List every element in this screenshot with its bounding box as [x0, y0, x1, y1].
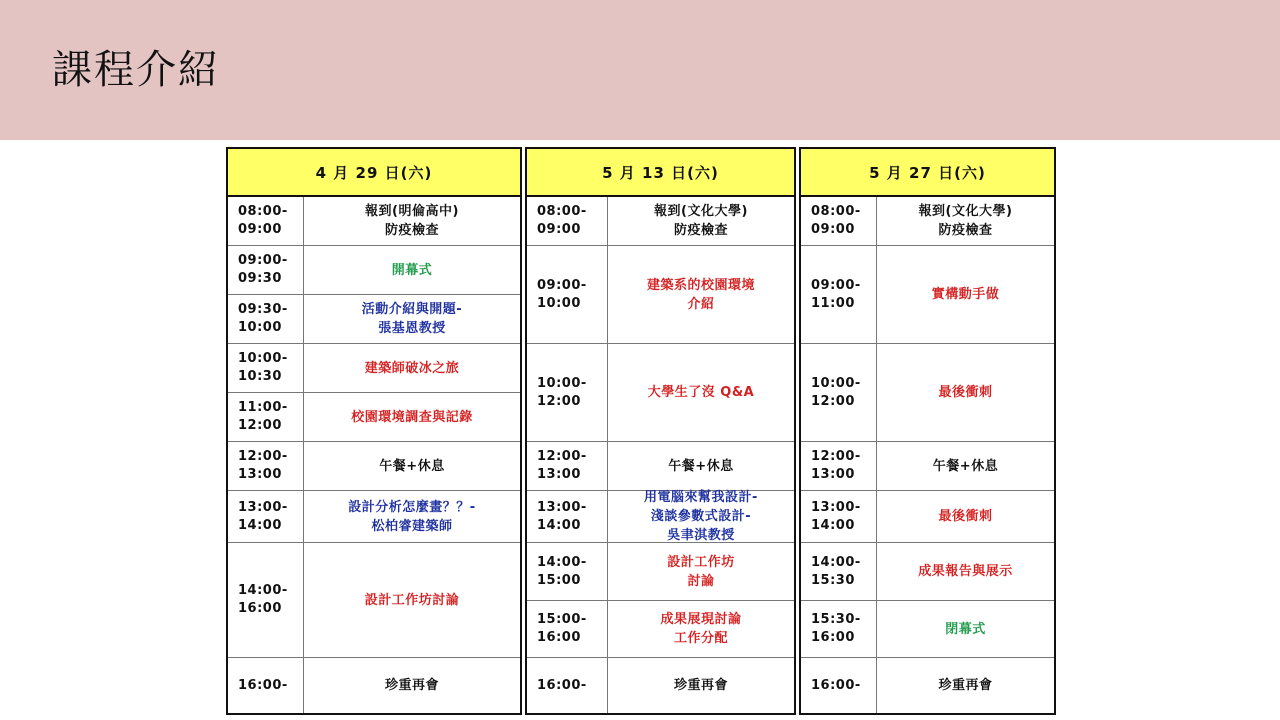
activity-line: 吳聿淇教授	[667, 528, 735, 543]
time-line: 15:00-	[537, 612, 587, 627]
activity-line: 討論	[687, 573, 715, 589]
activity-cell	[877, 658, 1054, 713]
schedule-row	[527, 658, 794, 713]
time-line: 08:00-	[537, 204, 587, 219]
time-cell	[801, 491, 877, 542]
schedule-row	[228, 197, 520, 246]
schedule-row	[801, 658, 1054, 713]
activity-cell	[877, 601, 1054, 657]
activity-line: 實構動手做	[931, 287, 1000, 302]
time-line: 16:00-	[537, 677, 587, 693]
schedule-row	[228, 442, 520, 491]
activity-line: 午餐+休息	[668, 458, 734, 474]
time-line: 09:00	[238, 222, 282, 237]
schedule-row	[228, 393, 520, 442]
schedule-row	[527, 344, 794, 442]
time-cell	[228, 491, 304, 542]
time-line: 16:00	[811, 630, 855, 645]
activity-cell	[304, 295, 520, 343]
activity-cell	[304, 442, 520, 490]
time-cell	[801, 543, 877, 600]
schedule-row	[527, 442, 794, 491]
schedule-row	[801, 197, 1054, 246]
schedule-day-3	[799, 147, 1056, 715]
time-line: 09:00-	[811, 277, 861, 293]
time-cell	[801, 601, 877, 657]
time-line: 13:00-	[811, 499, 861, 515]
activity-cell	[608, 197, 794, 245]
schedule-row	[228, 543, 520, 658]
activity-line: 午餐+休息	[379, 458, 445, 474]
time-line: 13:00	[238, 467, 282, 482]
activity-line: 防疫檢查	[938, 223, 993, 238]
time-line: 10:30	[238, 369, 282, 384]
time-line: 15:30	[811, 572, 855, 588]
time-cell	[228, 246, 304, 294]
activity-line: 報到(明倫高中)	[365, 204, 459, 219]
activity-line: 開幕式	[391, 262, 433, 278]
activity-cell	[608, 442, 794, 490]
schedule-row	[228, 491, 520, 543]
time-line: 09:00-	[537, 277, 587, 293]
time-line: 13:00-	[238, 499, 288, 515]
activity-cell	[304, 197, 520, 245]
time-cell	[228, 543, 304, 657]
time-line: 14:00	[537, 517, 581, 533]
activity-cell	[877, 491, 1054, 542]
activity-line: 防疫檢查	[384, 223, 439, 238]
schedule-row	[527, 601, 794, 658]
activity-line: 閉幕式	[945, 621, 986, 637]
time-line: 11:00-	[238, 400, 288, 415]
activity-cell	[304, 344, 520, 392]
activity-cell	[304, 543, 520, 657]
activity-line: 校園環境調查與記錄	[351, 409, 473, 425]
time-line: 12:00	[811, 393, 855, 409]
activity-line: 工作分配	[673, 631, 728, 646]
schedule-row	[527, 197, 794, 246]
time-cell	[527, 491, 608, 542]
time-line: 10:00-	[537, 375, 587, 391]
activity-line: 最後衝刺	[938, 509, 993, 524]
time-cell	[527, 442, 608, 490]
activity-line: 防疫檢查	[673, 223, 728, 238]
time-line: 10:00-	[238, 351, 288, 366]
time-line: 16:00	[238, 601, 282, 616]
time-line: 14:00	[238, 517, 282, 533]
day-header: 5 月 13 日(六)	[527, 149, 794, 197]
activity-line: 大學生了沒 Q&A	[647, 385, 755, 400]
activity-cell	[608, 543, 794, 600]
schedule-row	[228, 658, 520, 713]
time-line: 14:00-	[811, 554, 861, 570]
activity-line: 成果報告與展示	[918, 564, 1013, 579]
time-cell	[801, 246, 877, 343]
time-line: 12:00-	[238, 449, 288, 464]
schedule-row	[801, 543, 1054, 601]
time-cell	[527, 344, 608, 441]
page-title: 課程介紹	[52, 47, 220, 93]
time-line: 10:00-	[811, 375, 861, 391]
activity-cell	[877, 246, 1054, 343]
time-line: 08:00-	[238, 204, 288, 219]
schedule-row	[801, 491, 1054, 543]
activity-cell	[877, 442, 1054, 490]
time-line: 08:00-	[811, 204, 861, 219]
activity-line: 設計工作坊	[667, 554, 735, 570]
schedule-row	[527, 246, 794, 344]
schedule-row	[527, 491, 794, 543]
activity-line: 建築系的校園環境	[646, 277, 755, 293]
schedule-day-2	[525, 147, 796, 715]
activity-line: 建築師破冰之旅	[364, 360, 460, 376]
time-cell	[228, 197, 304, 245]
time-cell	[527, 246, 608, 343]
time-line: 13:00-	[537, 499, 587, 515]
time-line: 13:00	[811, 467, 855, 482]
time-line: 12:00	[238, 418, 282, 433]
schedule-row	[801, 246, 1054, 344]
activity-line: 報到(文化大學)	[918, 204, 1013, 219]
activity-line: 珍重再會	[938, 678, 993, 693]
activity-cell	[608, 246, 794, 343]
time-cell	[527, 658, 608, 713]
activity-cell	[608, 344, 794, 441]
schedule-row	[527, 543, 794, 601]
activity-line: 松柏睿建築師	[371, 518, 453, 534]
time-line: 16:00-	[811, 677, 861, 693]
time-line: 11:00	[811, 295, 855, 311]
schedule-row	[228, 344, 520, 393]
time-line: 10:00	[238, 320, 282, 335]
time-cell	[527, 197, 608, 245]
schedule-row	[801, 601, 1054, 658]
time-cell	[228, 295, 304, 343]
time-line: 09:30-	[238, 302, 288, 317]
schedule-row	[801, 344, 1054, 442]
time-line: 12:00	[537, 393, 581, 409]
time-cell	[527, 601, 608, 657]
activity-line: 珍重再會	[384, 678, 439, 693]
day-header: 5 月 27 日(六)	[801, 149, 1054, 197]
activity-cell	[877, 344, 1054, 441]
activity-cell	[304, 393, 520, 441]
time-cell	[228, 344, 304, 392]
time-line: 15:00	[537, 572, 581, 588]
time-line: 14:00-	[537, 554, 587, 570]
activity-line: 設計分析怎麼畫？？-	[348, 499, 476, 515]
time-line: 14:00	[811, 517, 855, 533]
activity-cell	[304, 658, 520, 713]
activity-line: 用電腦來幫我設計-	[644, 490, 758, 505]
time-cell	[801, 658, 877, 713]
time-cell	[801, 197, 877, 245]
activity-cell	[608, 601, 794, 657]
activity-line: 介紹	[687, 296, 715, 312]
schedule-row	[801, 442, 1054, 491]
title-banner	[0, 0, 1280, 140]
activity-line: 淺談參數式設計-	[650, 509, 752, 524]
activity-cell	[304, 246, 520, 294]
activity-cell	[877, 197, 1054, 245]
time-line: 09:30	[238, 271, 282, 286]
activity-line: 成果展現討論	[660, 612, 742, 627]
activity-line: 報到(文化大學)	[654, 204, 748, 219]
time-line: 13:00	[537, 467, 581, 482]
activity-line: 最後衝刺	[938, 385, 993, 400]
time-line: 14:00-	[238, 583, 288, 598]
time-cell	[801, 344, 877, 441]
schedule-row	[228, 295, 520, 344]
activity-line: 設計工作坊討論	[364, 592, 460, 608]
activity-line: 午餐+休息	[932, 458, 999, 474]
day-header: 4 月 29 日(六)	[228, 149, 520, 197]
time-line: 12:00-	[811, 449, 861, 464]
time-line: 15:30-	[811, 612, 861, 627]
activity-line: 張基恩教授	[378, 321, 446, 336]
activity-line: 活動介紹與開題-	[361, 302, 463, 317]
time-line: 16:00	[537, 630, 581, 645]
schedule-day-1	[226, 147, 522, 715]
time-cell	[527, 543, 608, 600]
time-line: 16:00-	[238, 677, 288, 693]
activity-line: 珍重再會	[673, 678, 728, 693]
activity-cell	[608, 491, 794, 542]
activity-cell	[877, 543, 1054, 600]
time-cell	[228, 442, 304, 490]
activity-cell	[304, 491, 520, 542]
activity-cell	[608, 658, 794, 713]
time-line: 10:00	[537, 295, 581, 311]
time-line: 12:00-	[537, 449, 587, 464]
schedule-row	[228, 246, 520, 295]
time-line: 09:00	[811, 222, 855, 237]
time-cell	[228, 658, 304, 713]
time-cell	[801, 442, 877, 490]
time-line: 09:00	[537, 222, 581, 237]
time-cell	[228, 393, 304, 441]
time-line: 09:00-	[238, 253, 288, 268]
